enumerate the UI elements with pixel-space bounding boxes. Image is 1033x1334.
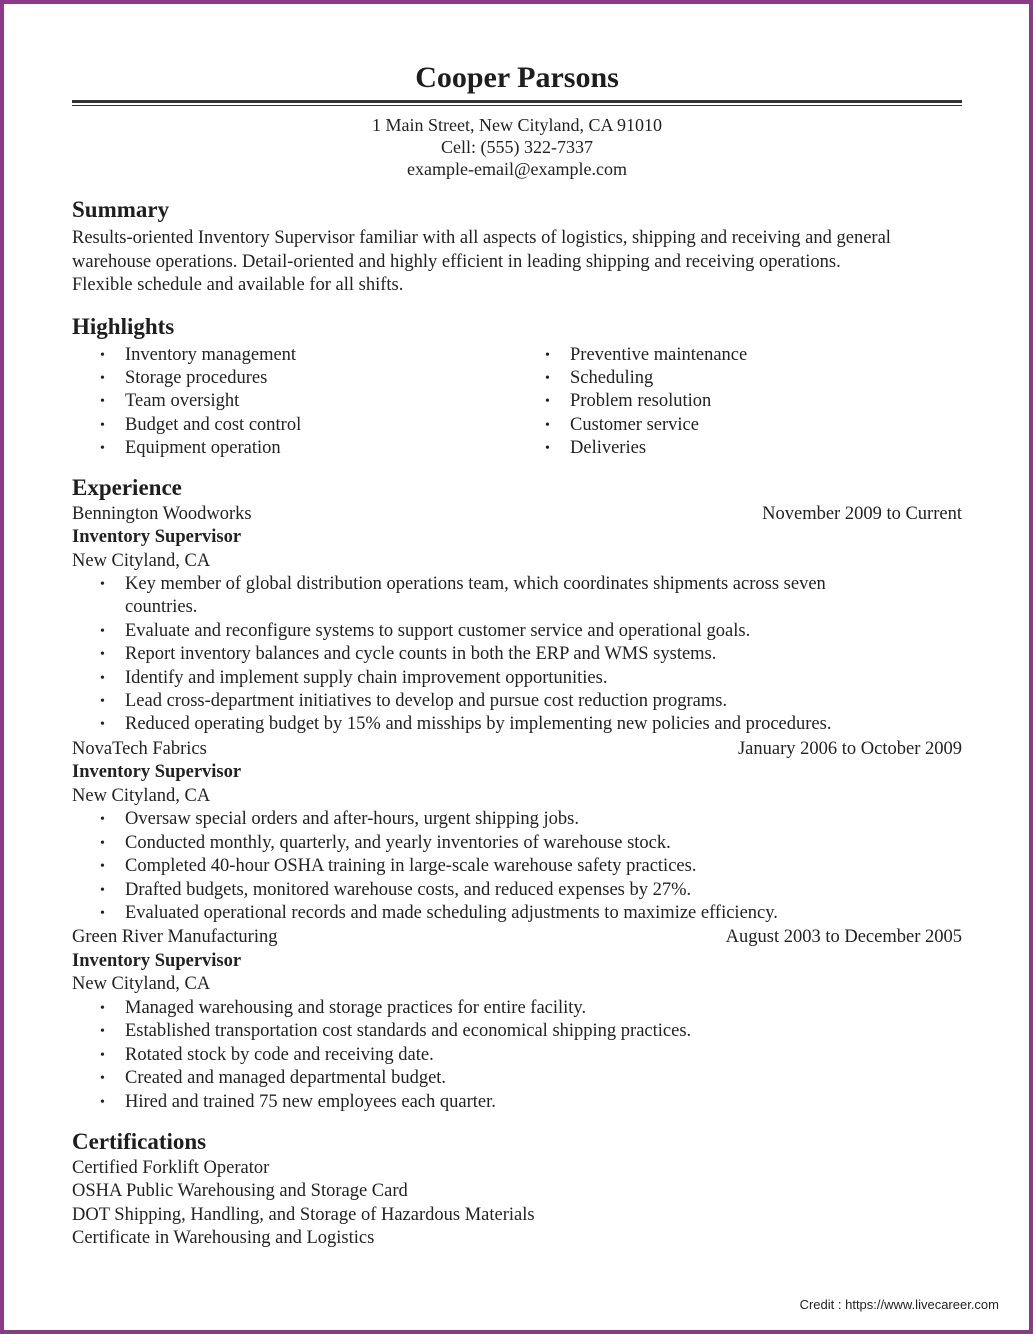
job-location: New Cityland, CA <box>72 974 211 995</box>
bullet-icon: • <box>100 812 105 828</box>
job-company: Green River Manufacturing <box>72 927 278 948</box>
job-bullets <box>72 997 962 1114</box>
highlights-right-list <box>517 344 962 461</box>
certification-item: OSHA Public Warehousing and Storage Card <box>72 1181 408 1202</box>
job-entry <box>72 503 962 737</box>
list-item: • Completed 40-hour OSHA training in large-scale warehouse safety practices. <box>72 855 962 878</box>
job-location: New Cityland, CA <box>72 550 211 571</box>
bullet-icon: • <box>100 694 105 710</box>
job-dates: November 2009 to Current <box>762 503 962 524</box>
bullet-icon: • <box>545 417 550 433</box>
job-header <box>72 738 962 762</box>
job-entry <box>72 738 962 926</box>
job-title: Inventory Supervisor <box>72 762 242 783</box>
list-item: • Reduced operating budget by 15% and misships by implementing new policies and procedures. <box>72 713 962 736</box>
list-item: • Lead cross-department initiatives to develop and pursue cost reduction programs. <box>72 690 962 713</box>
job-dates: January 2006 to October 2009 <box>737 738 962 759</box>
bullet-icon: • <box>100 1094 105 1110</box>
experience-section <box>72 474 962 1114</box>
list-item: • Established transportation cost standards and economical shipping practices. <box>72 1020 962 1043</box>
header-rule-thin <box>72 105 962 106</box>
list-item: • Budget and cost control <box>72 414 517 437</box>
certification-item: DOT Shipping, Handling, and Storage of Hazardous Materials <box>72 1204 535 1225</box>
certification-item: Certified Forklift Operator <box>72 1157 270 1178</box>
list-item: • Identify and implement supply chain improvement opportunities. <box>72 667 962 690</box>
bullet-icon: • <box>100 577 105 593</box>
list-item: • Evaluate and reconfigure systems to support customer service and operational goals. <box>72 620 962 643</box>
list-item: • Drafted budgets, monitored warehouse costs, and reduced expenses by 27%. <box>72 879 962 902</box>
bullet-icon: • <box>100 347 105 363</box>
list-item: • Report inventory balances and cycle counts in both the ERP and WMS systems. <box>72 643 962 666</box>
bullet-icon: • <box>100 647 105 663</box>
highlights-columns <box>72 344 962 461</box>
highlights-section <box>72 313 962 461</box>
resume-document <box>72 60 962 1251</box>
contact-address: 1 Main Street, New Cityland, CA 91010 <box>372 115 662 135</box>
job-title: Inventory Supervisor <box>72 527 242 548</box>
candidate-name: Cooper Parsons <box>415 61 619 94</box>
bullet-icon: • <box>100 859 105 875</box>
list-item: • Team oversight <box>72 390 517 413</box>
bullet-icon: • <box>100 623 105 639</box>
list-item: • Storage procedures <box>72 367 517 390</box>
list-item: • Inventory management <box>72 344 517 367</box>
experience-heading: Experience <box>72 474 182 500</box>
certifications-heading: Certifications <box>72 1128 207 1154</box>
header-rule-thick <box>72 100 962 103</box>
bullet-icon: • <box>100 1024 105 1040</box>
bullet-icon: • <box>100 906 105 921</box>
list-item: • Deliveries <box>517 437 962 460</box>
bullet-icon: • <box>100 394 105 410</box>
contact-cell: Cell: (555) 322-7337 <box>441 137 593 157</box>
list-item: • Created and managed departmental budget. <box>72 1067 962 1090</box>
list-item: • Key member of global distribution operations team, which coordinates shipments across seven countries. <box>100 574 826 618</box>
list-item: • Evaluated operational records and made scheduling adjustments to maximize efficiency. <box>72 902 962 925</box>
credit-watermark: Credit : https://www.livecareer.com <box>799 1297 999 1312</box>
job-dates: August 2003 to December 2005 <box>725 927 962 948</box>
job-location: New Cityland, CA <box>72 785 211 806</box>
job-company: Bennington Woodworks <box>72 503 252 524</box>
bullet-icon: • <box>545 347 550 363</box>
job-header <box>72 503 962 527</box>
bullet-icon: • <box>545 394 550 410</box>
list-item: • Oversaw special orders and after-hours, urgent shipping jobs. <box>72 808 962 831</box>
bullet-icon: • <box>100 1000 105 1016</box>
highlights-left-list <box>72 344 517 461</box>
highlights-heading: Highlights <box>72 313 175 339</box>
bullet-icon: • <box>545 370 550 386</box>
certifications-section <box>72 1128 962 1251</box>
list-item: • Preventive maintenance <box>517 344 962 367</box>
list-item: • Managed warehousing and storage practices for entire facility. <box>72 997 962 1020</box>
bullet-icon: • <box>100 370 105 386</box>
bullet-icon: • <box>100 835 105 851</box>
job-company: NovaTech Fabrics <box>72 738 207 759</box>
summary-text <box>72 227 962 298</box>
bullet-icon: • <box>100 1047 105 1063</box>
bullet-icon: • <box>100 417 105 433</box>
job-title: Inventory Supervisor <box>72 950 242 971</box>
job-bullets <box>72 573 962 737</box>
summary-line: warehouse operations. Detail-oriented and highly efficient in leading shipping and receiving operations. <box>72 251 841 272</box>
summary-section <box>72 196 962 298</box>
bullet-icon: • <box>100 882 105 898</box>
list-item: • Conducted monthly, quarterly, and yearly inventories of warehouse stock. <box>72 832 962 855</box>
bullet-icon: • <box>100 717 105 733</box>
list-item: • Equipment operation <box>72 437 517 460</box>
job-entry <box>72 926 962 1114</box>
bullet-icon: • <box>545 441 550 457</box>
summary-line: Results-oriented Inventory Supervisor familiar with all aspects of logistics, shipping and receiving and general <box>72 228 891 248</box>
summary-line: Flexible schedule and available for all shifts. <box>72 275 404 295</box>
list-item: • Problem resolution <box>517 390 962 413</box>
list-item: • Hired and trained 75 new employees each quarter. <box>72 1091 962 1114</box>
list-item: • Scheduling <box>517 367 962 390</box>
summary-heading: Summary <box>72 197 170 222</box>
job-header <box>72 926 962 950</box>
bullet-icon: • <box>100 670 105 686</box>
certification-item: Certificate in Warehousing and Logistics <box>72 1228 375 1249</box>
contact-email: example-email@example.com <box>407 159 627 179</box>
contact-block <box>72 114 962 180</box>
list-item: • Rotated stock by code and receiving date. <box>72 1044 962 1067</box>
bullet-icon: • <box>100 1071 105 1087</box>
job-bullets <box>72 808 962 925</box>
bullet-icon: • <box>100 441 105 457</box>
list-item: • Customer service <box>517 414 962 437</box>
